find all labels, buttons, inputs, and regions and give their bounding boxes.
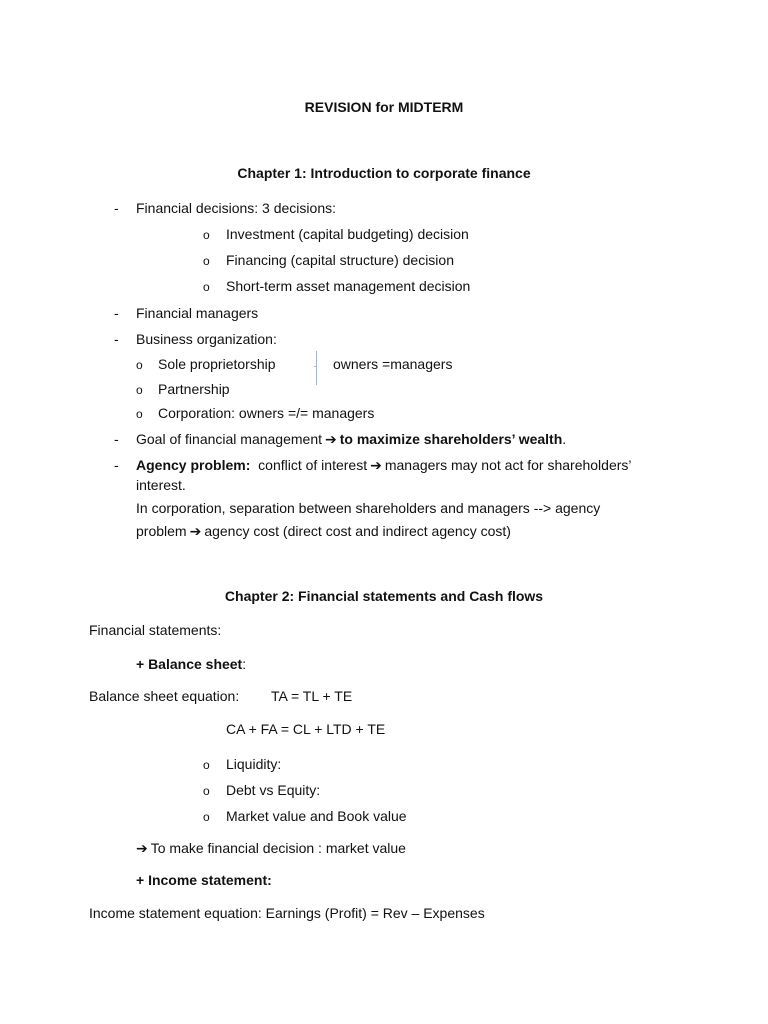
dash-bullet: - <box>114 431 119 447</box>
balance-sheet-item: Market value and Book value <box>226 808 407 824</box>
dash-bullet: - <box>114 200 119 216</box>
balance-sheet-equation: TA = TL + TE <box>271 688 353 704</box>
decision-item: Investment (capital budgeting) decision <box>226 226 469 242</box>
circle-bullet: o <box>203 254 210 268</box>
arrow-icon: ➔ <box>325 431 337 447</box>
circle-bullet: o <box>136 407 143 421</box>
agency-line-4-end: agency cost (direct cost and indirect agency cost) <box>204 523 511 539</box>
balance-sheet-equation-expanded: CA + FA = CL + LTD + TE <box>226 721 386 737</box>
circle-bullet: o <box>203 784 210 798</box>
agency-problem-item <box>136 456 632 474</box>
circle-bullet: o <box>203 228 210 242</box>
dash-bullet: - <box>114 305 119 321</box>
owners-managers-note: owners =managers <box>333 356 453 372</box>
income-statement-equation: Income statement equation: Earnings (Profit) = Rev – Expenses <box>89 905 485 921</box>
chapter-2-heading: Chapter 2: Financial statements and Cash flows <box>224 588 544 604</box>
agency-problem-label: Agency problem <box>136 457 246 473</box>
balance-sheet-label: + Balance sheet <box>136 656 243 672</box>
dash-bullet: - <box>114 457 119 473</box>
agency-problem-line-2: interest. <box>136 477 186 493</box>
agency-problem-text-2: managers may not act for shareholders’ <box>384 457 632 473</box>
circle-bullet: o <box>136 358 143 372</box>
financial-decision-note <box>136 839 406 857</box>
business-organization-item: Business organization: <box>136 331 277 347</box>
balance-sheet-item: Liquidity: <box>226 756 282 772</box>
decision-item: Financing (capital structure) decision <box>226 252 454 268</box>
dash-bullet: - <box>114 331 119 347</box>
goal-item <box>136 430 566 448</box>
agency-problem-colon: : <box>245 457 251 473</box>
chapter-1-heading: Chapter 1: Introduction to corporate finance <box>237 165 531 181</box>
balance-sheet-equation-label: Balance sheet equation: <box>89 688 240 704</box>
comment-brace <box>316 351 321 385</box>
org-type-item: Sole proprietorship <box>158 356 276 372</box>
financial-managers-item: Financial managers <box>136 305 259 321</box>
goal-period: . <box>562 431 567 447</box>
arrow-icon: ➔ <box>370 457 382 473</box>
income-statement-heading: + Income statement: <box>136 872 272 888</box>
balance-sheet-heading <box>136 655 246 673</box>
arrow-icon: ➔ <box>136 840 148 856</box>
agency-line-4-start: problem <box>136 523 187 539</box>
document-title: REVISION for MIDTERM <box>304 99 464 115</box>
agency-problem-line-4 <box>136 522 511 540</box>
circle-bullet: o <box>203 810 210 824</box>
org-type-item: Corporation: owners =/= managers <box>158 405 375 421</box>
decision-item: Short-term asset management decision <box>226 278 471 294</box>
circle-bullet: o <box>203 758 210 772</box>
circle-bullet: o <box>136 383 143 397</box>
arrow-icon: ➔ <box>189 523 202 539</box>
financial-statements-label: Financial statements: <box>89 622 222 638</box>
goal-emphasis: to maximize shareholders’ wealth <box>339 431 563 447</box>
agency-problem-text: conflict of interest <box>258 457 368 473</box>
agency-problem-line-3: In corporation, separation between shareholders and managers --> agency <box>136 500 601 516</box>
financial-decision-note-text: To make financial decision : market value <box>150 840 406 856</box>
org-type-item: Partnership <box>158 381 230 397</box>
balance-sheet-item: Debt vs Equity: <box>226 782 321 798</box>
balance-sheet-colon: : <box>242 656 247 672</box>
circle-bullet: o <box>203 280 210 294</box>
financial-decisions-item: Financial decisions: 3 decisions: <box>136 200 336 216</box>
goal-text: Goal of financial management <box>136 431 322 447</box>
